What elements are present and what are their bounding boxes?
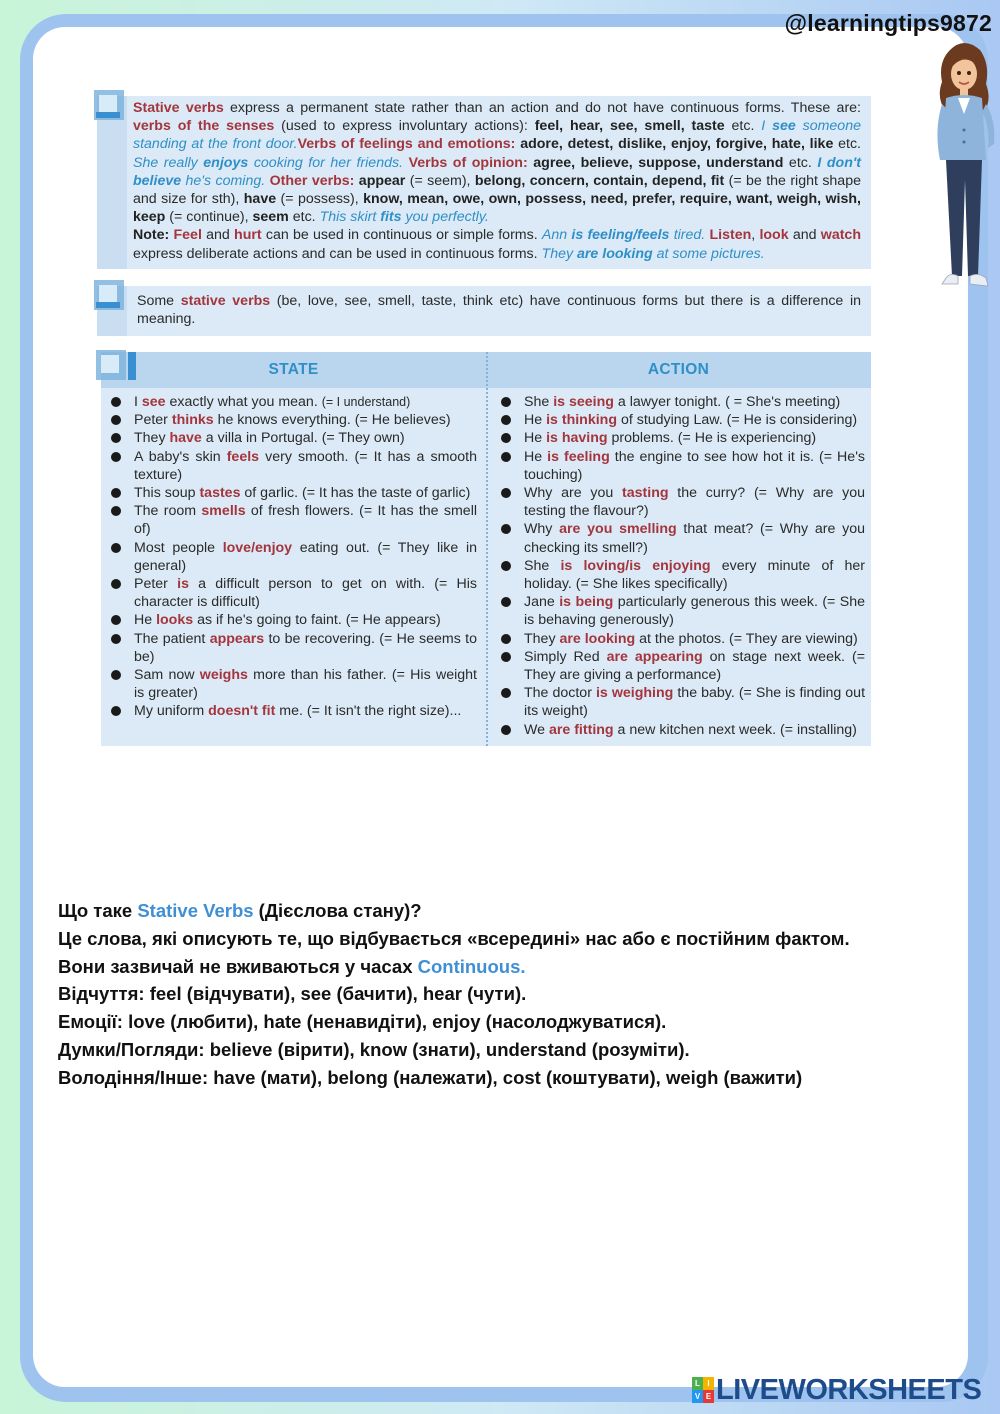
action-example-item: Simply Red are appearing on stage next week. (= They are giving a performance) [497, 648, 865, 684]
state-examples-list [107, 393, 477, 721]
highlighted-verb: tasting [622, 485, 669, 502]
continuous-forms-rule-box [97, 286, 871, 336]
highlighted-verb: is loving/is enjoying [560, 557, 711, 574]
highlighted-verb: see [141, 394, 166, 410]
highlighted-verb: smells [201, 503, 246, 520]
highlighted-verb: is being [559, 594, 614, 611]
rule-term: Stative verbs [133, 100, 224, 116]
action-example-item: She is seeing a lawyer tonight. ( = She's meeting) [497, 393, 865, 411]
state-example-item: This soup tastes of garlic. (= It has the taste of garlic) [107, 484, 477, 502]
logo-letter-tile: L [692, 1377, 703, 1390]
action-example-item: The doctor is weighing the baby. (= She is finding out its weight) [497, 684, 865, 720]
highlighted-verb: are looking [559, 630, 636, 647]
feelings-list: adore, detest, dislike, enjoy, forgive, hate, like [515, 136, 834, 153]
logo-letter-tile: V [692, 1390, 703, 1403]
action-example-item: They are looking at the photos. (= They are viewing) [497, 630, 865, 648]
state-example-item: Most people love/enjoy eating out. (= They like in general) [107, 539, 477, 575]
explain-line-senses: Відчуття: feel (відчувати), see (бачити), hear (чути). [58, 983, 527, 1005]
senses-list: feel, hear, see, smell, taste [534, 118, 725, 135]
feelings-label: Verbs of feelings and emotions: [297, 136, 516, 153]
highlighted-verb: are you smelling [559, 521, 677, 538]
teacher-character-illustration [928, 40, 1000, 292]
author-handle: @learningtips9872 [784, 10, 992, 36]
highlighted-verb: is [177, 576, 189, 593]
action-example-item: He is having problems. (= He is experiencing) [497, 429, 865, 447]
stative-verbs-rule-box [97, 96, 871, 269]
explain-line-question: Що таке Stative Verbs (Дієслова стану)? [58, 900, 422, 921]
action-column-header: ACTION [647, 361, 710, 378]
explain-line-continuous: Вони зазвичай не вживаються у часах Continuous. [58, 955, 526, 977]
liveworksheets-logo[interactable] [692, 1374, 981, 1406]
ukrainian-explanation [58, 897, 958, 1092]
action-example-item: He is feeling the engine to see how hot it is. (= He's touching) [497, 448, 865, 484]
other-verbs-label: Other verbs: [265, 172, 355, 189]
highlighted-verb: doesn't fit [208, 703, 276, 720]
state-column-header: STATE [268, 361, 319, 378]
state-example-item: They have a villa in Portugal. (= They own) [107, 429, 477, 447]
opinion-list: agree, believe, suppose, understand [527, 154, 784, 171]
action-example-item: She is loving/is enjoying every minute of her holiday. (= She likes specifically) [497, 557, 865, 593]
liveworksheets-logo-text: LIVEWORKSHEETS [716, 1373, 982, 1406]
state-example-item: My uniform doesn't fit me. (= It isn't the right size)... [107, 702, 477, 720]
highlighted-verb: is having [546, 430, 608, 447]
action-example-item: We are fitting a new kitchen next week. (= installing) [497, 721, 865, 739]
highlighted-verb: love/enjoy [222, 539, 293, 556]
state-example-item: He looks as if he's going to faint. (= He appears) [107, 611, 477, 629]
state-example-item: Peter is a difficult person to get on with. (= His character is difficult) [107, 575, 477, 611]
explain-line-definition: Це слова, які описують те, що відбувається «всередині» нас або є постійним фактом. [58, 927, 850, 949]
state-example-item: The room smells of fresh flowers. (= It has the smell of) [107, 502, 477, 538]
action-examples-list [497, 393, 865, 739]
action-example-item: Jane is being particularly generous this week. (= She is behaving generously) [497, 593, 865, 629]
opinion-label: Verbs of opinion: [403, 154, 528, 171]
continuous-forms-rule-text: Some stative verbs (be, love, see, smell, taste, think etc) have continuous forms but there is a difference in meaning. [137, 293, 861, 328]
highlighted-verb: weighs [199, 667, 248, 684]
highlighted-verb: is thinking [546, 412, 618, 429]
highlighted-verb: appears [209, 630, 265, 647]
highlighted-verb: feels [226, 448, 260, 465]
highlighted-verb: tastes [199, 485, 241, 502]
state-example-item: I see exactly what you mean. (= I understand) [107, 393, 477, 411]
highlighted-verb: thinks [171, 412, 214, 429]
stative-verbs-rule-text: Stative verbs express a permanent state rather than an action and do not have continuous forms. These are: verbs of the senses (used to express involuntary actions): feel, hear, see, smell, taste etc. I see someone standing at the front door.Verbs of feelings and emotions: adore, detest, dislike, enjoy, forgive, hate, like etc. She really enjoys cooking for her friends. Verbs of opinion: agree, believe, suppose, understand etc. I don't believe he's coming. Other verbs: appear (= seem), belong, concern, contain, depend, fit (= be the right shape and size for sth), have (= possess), know, mean, owe, own, possess, need, prefer, require, want, weigh, wish, keep (= continue), seem etc. This skirt fits you perfectly. Note: Feel and hurt can be used in continuous or simple forms. Ann is feeling/feels tired. Listen, look and watch express deliberate actions and can be used in continuous forms. They are looking at some pictures. [133, 100, 862, 262]
highlighted-verb: is weighing [595, 685, 674, 702]
liveworksheets-logo-icon [692, 1377, 714, 1403]
highlighted-verb: have [169, 430, 202, 447]
explain-line-emotions: Емоції: love (любити), hate (ненавидіти), enjoy (насолоджуватися). [58, 1011, 667, 1033]
action-example-item: He is thinking of studying Law. (= He is considering) [497, 411, 865, 429]
highlighted-verb: are fitting [548, 721, 614, 738]
table-square-icon [96, 350, 142, 384]
rule-square-icon [94, 90, 124, 120]
state-action-table [101, 352, 871, 746]
column-divider [486, 352, 488, 746]
highlighted-verb: are appearing [606, 648, 703, 665]
note-label: Note: [133, 227, 174, 244]
action-example-item: Why are you tasting the curry? (= Why are you testing the flavour?) [497, 484, 865, 520]
rule-square-icon [94, 280, 124, 310]
state-example-item: A baby's skin feels very smooth. (= It has a smooth texture) [107, 448, 477, 484]
state-example-item: Peter thinks he knows everything. (= He believes) [107, 411, 477, 429]
explain-line-opinions: Думки/Погляди: believe (вірити), know (знати), understand (розуміти). [58, 1038, 690, 1060]
senses-label: verbs of the senses [133, 118, 275, 135]
logo-letter-tile: I [703, 1377, 714, 1390]
logo-letter-tile: E [703, 1390, 714, 1403]
highlighted-verb: looks [156, 612, 194, 629]
highlighted-verb: is seeing [553, 394, 614, 410]
state-example-item: Sam now weighs more than his father. (= His weight is greater) [107, 666, 477, 702]
explain-line-possession: Володіння/Інше: have (мати), belong (належати), cost (коштувати), weigh (важити) [58, 1066, 803, 1088]
state-example-item: The patient appears to be recovering. (= He seems to be) [107, 630, 477, 666]
highlighted-verb: is feeling [547, 448, 610, 465]
action-example-item: Why are you smelling that meat? (= Why are you checking its smell?) [497, 520, 865, 556]
